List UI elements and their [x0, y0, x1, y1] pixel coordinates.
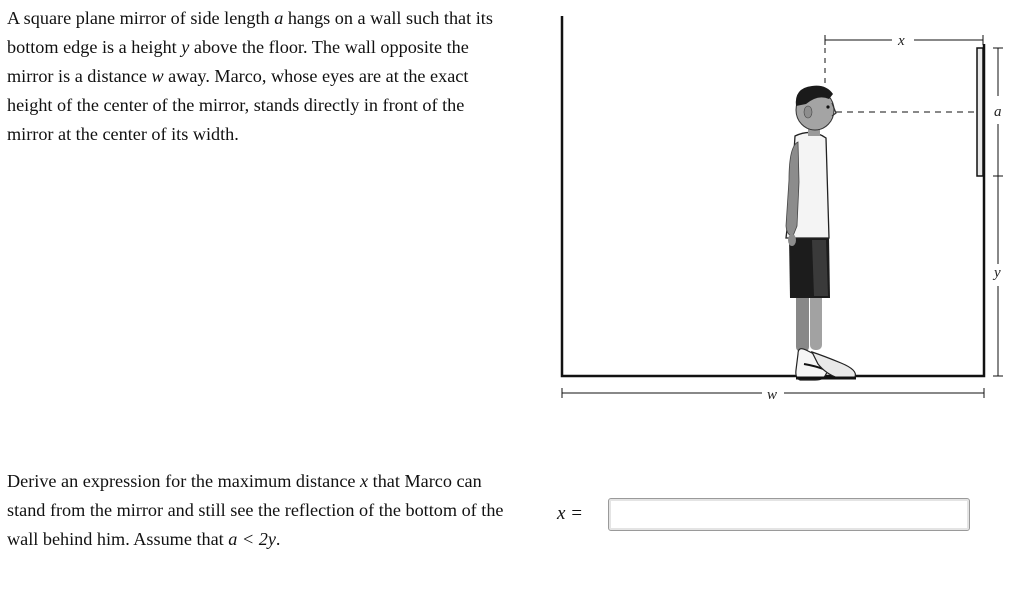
- label-x: x: [898, 33, 905, 49]
- var-w: w: [151, 66, 164, 86]
- inequality: a < 2y: [228, 529, 276, 549]
- label-w: w: [767, 387, 778, 403]
- label-a: a: [994, 104, 1002, 120]
- answer-label: x =: [557, 503, 584, 524]
- left-wall: [562, 16, 984, 376]
- marco-figure: [786, 86, 856, 380]
- question-text: Derive an expression for the maximum distance x that Marco can stand from the mirror and still see the reflection of the bottom of the wall behind him. Assume that a < 2y.: [7, 471, 504, 549]
- dimension-a-y: [993, 48, 1003, 376]
- problem-intro: A square plane mirror of side length a hangs on a wall such that its bottom edge is a height y above the floor. The wall opposite the mirror is a distance w away. Marco, whose eyes are at the exact height of the center of the mirror, stands directly in front of the mirror at the center of its width.: [7, 8, 493, 144]
- var-x: x: [360, 471, 369, 491]
- answer-input[interactable]: [608, 498, 970, 531]
- mirror: [977, 48, 983, 176]
- label-y: y: [994, 265, 1001, 281]
- var-a: a: [274, 8, 284, 28]
- var-y: y: [181, 37, 190, 57]
